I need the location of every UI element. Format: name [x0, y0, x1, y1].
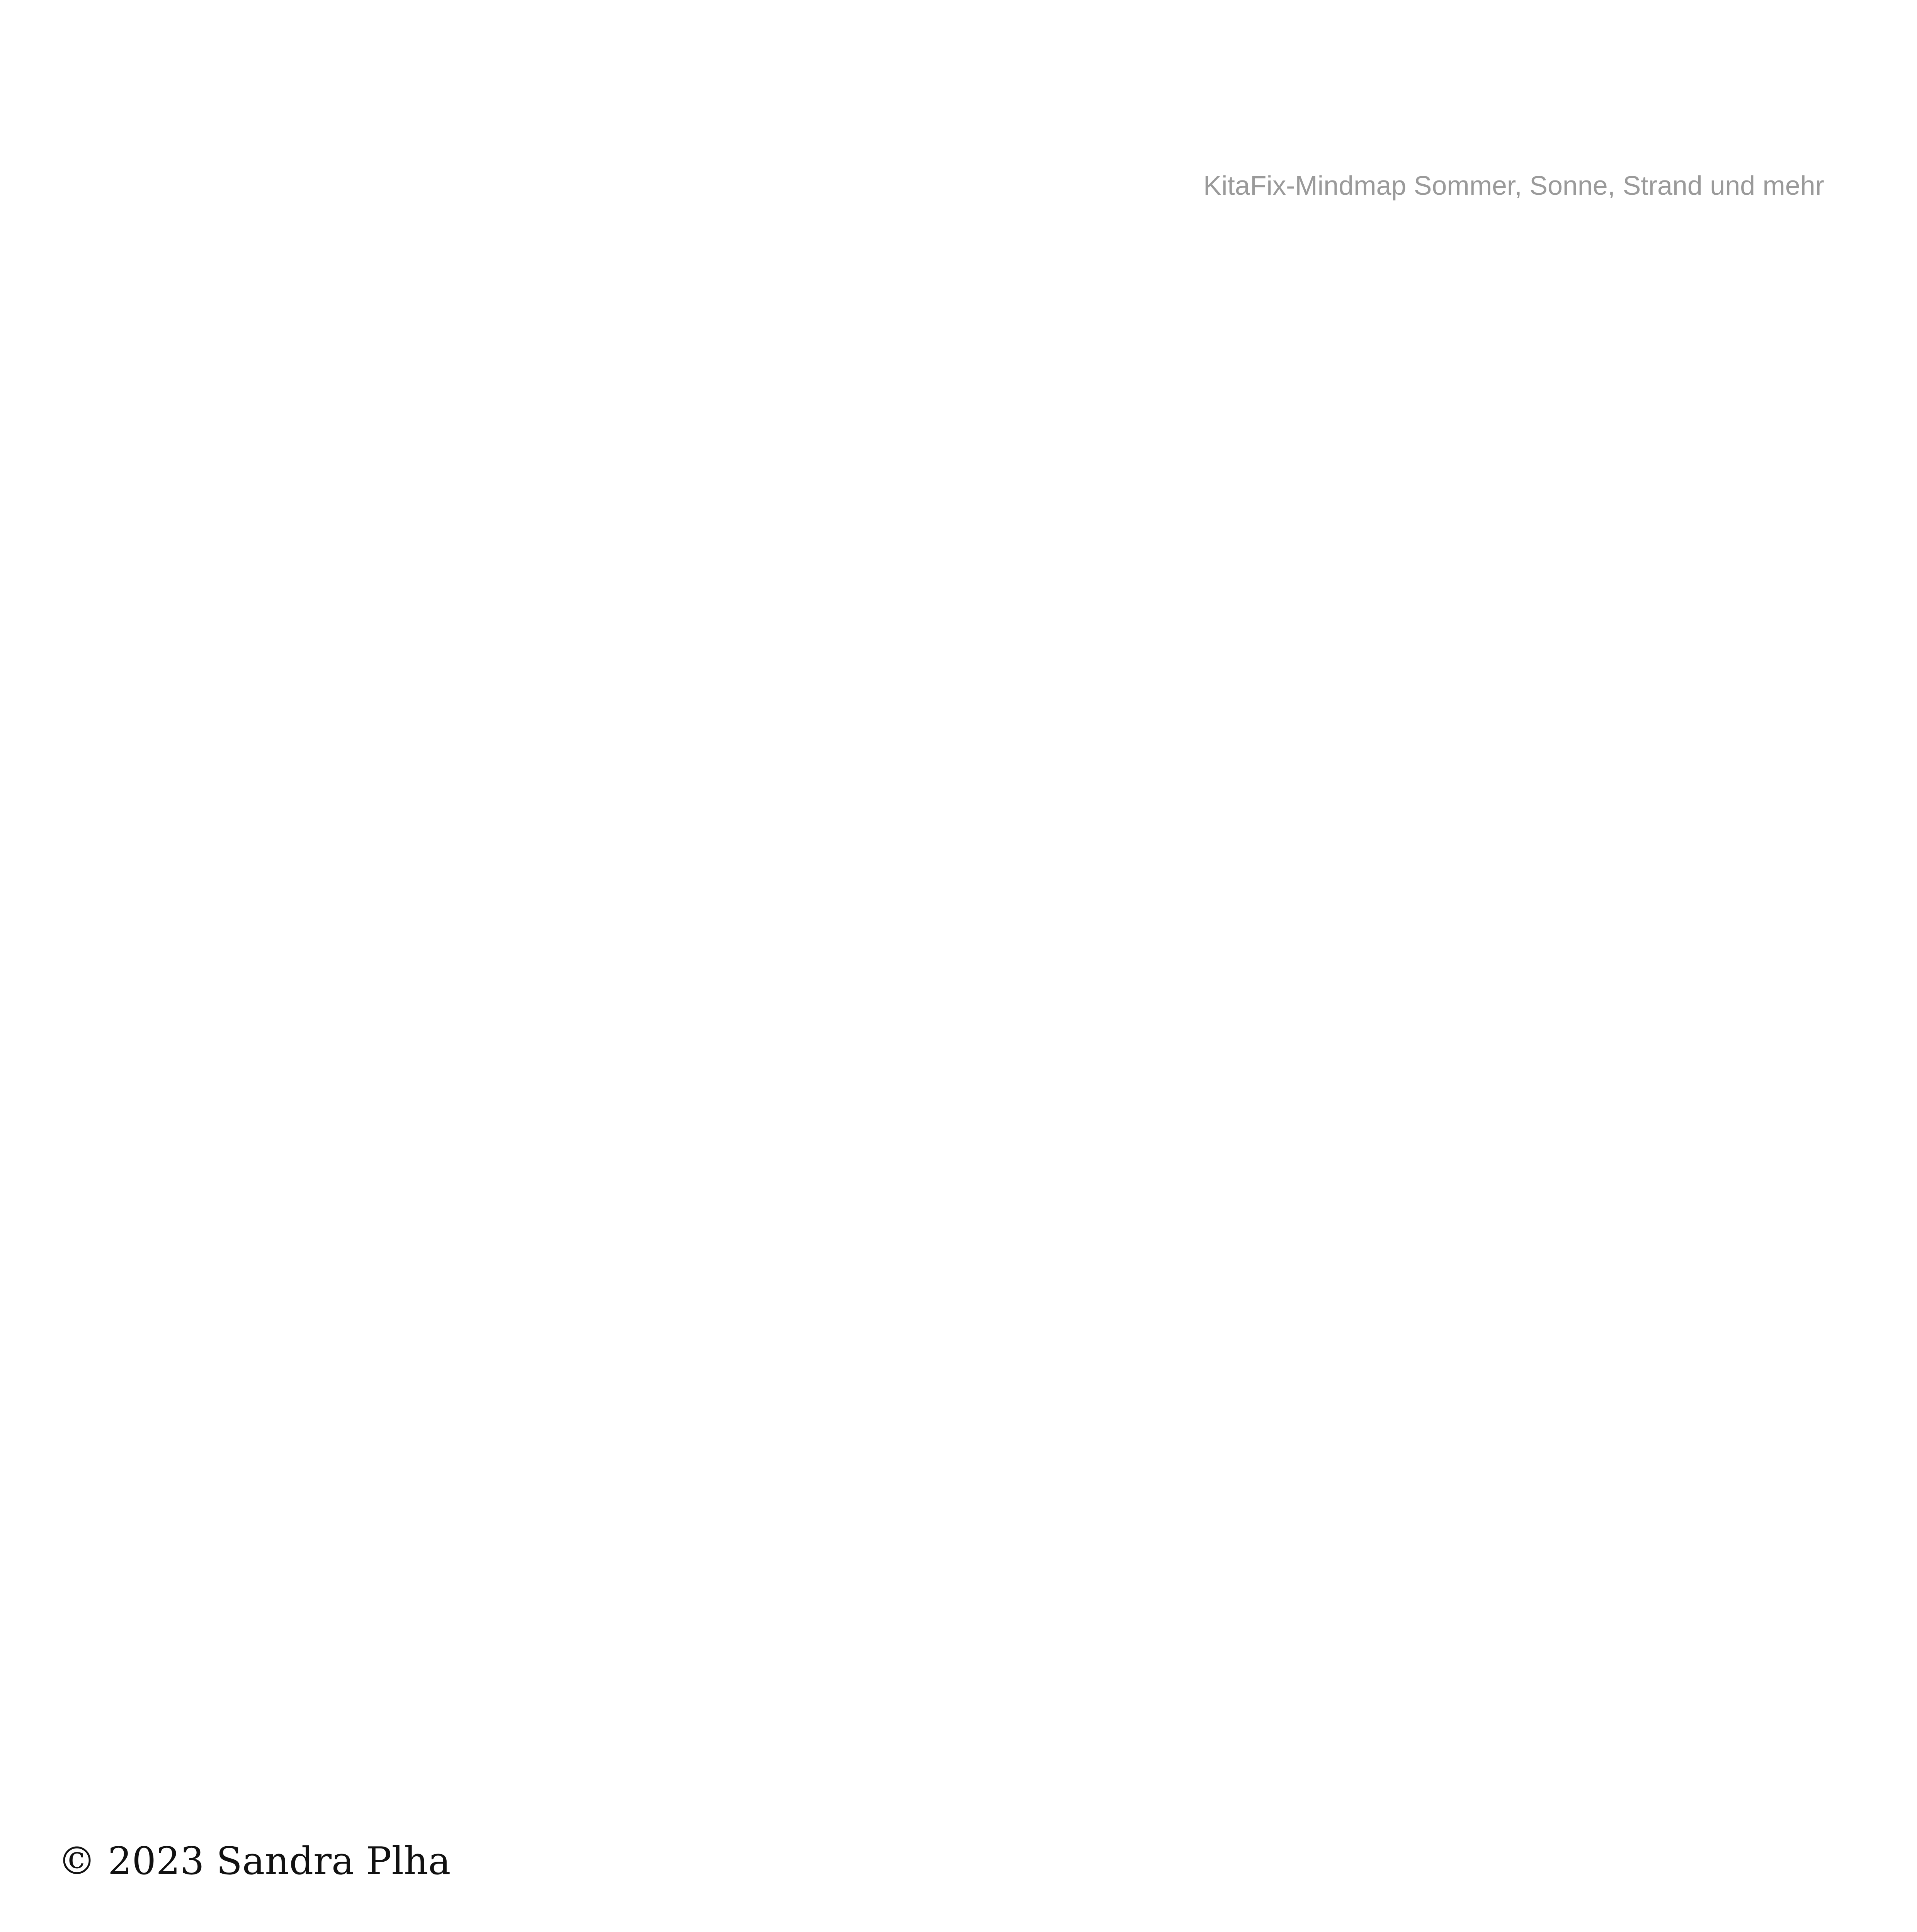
running-header-title: KitaFix-Mindmap Sommer, Sonne, Strand und mehr: [1203, 170, 1824, 201]
copyright-notice: © 2023 Sandra Plha: [58, 1839, 451, 1883]
